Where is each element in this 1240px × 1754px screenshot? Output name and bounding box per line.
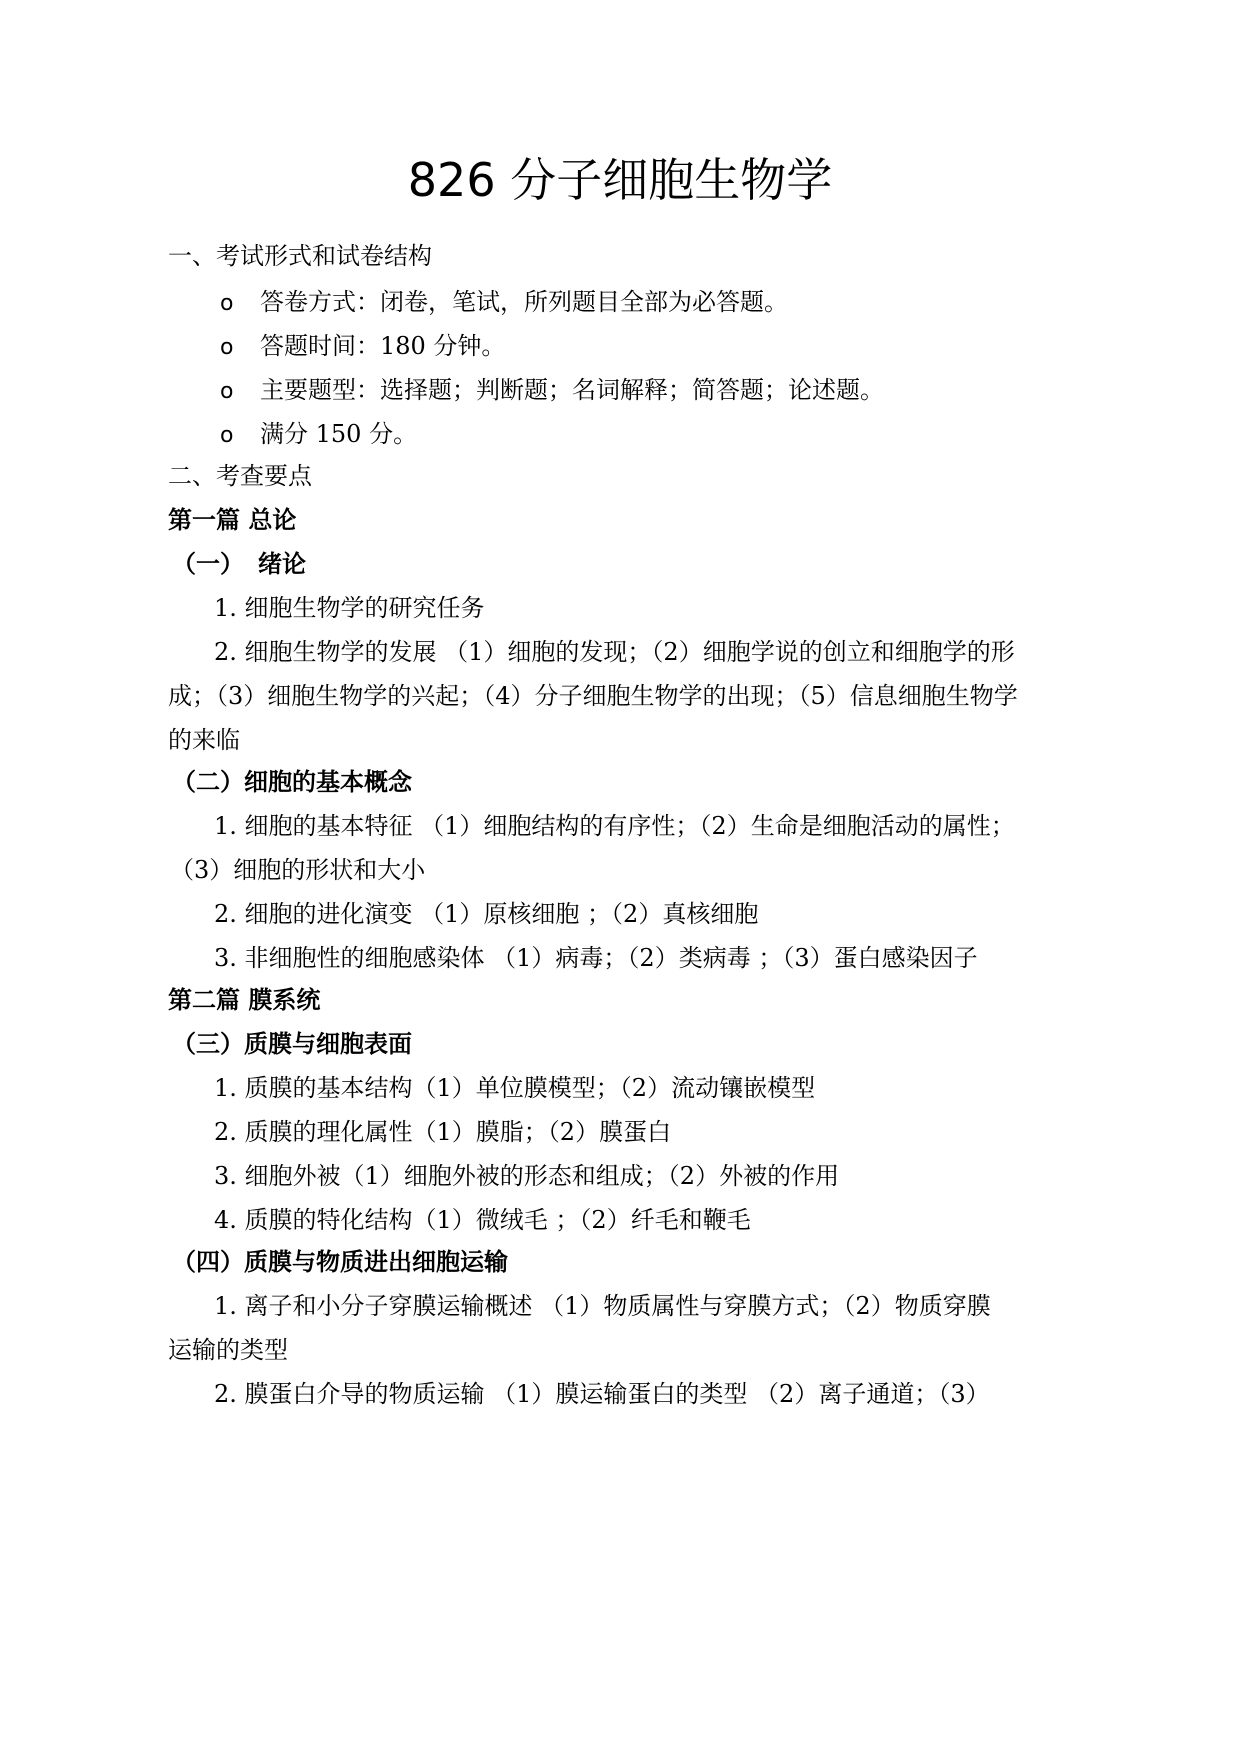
section-heading-key-points: 二、考查要点 [168,462,312,490]
chapter-heading: （四）质膜与物质进出细胞运输 [172,1248,508,1276]
list-item: 答卷方式：闭卷，笔试，所列题目全部为必答题。 [260,288,788,316]
bullet-icon: o [220,291,234,316]
chapter-heading: （三）质膜与细胞表面 [172,1030,412,1058]
outline-line: 2. 质膜的理化属性（1）膜脂；（2）膜蛋白 [214,1118,672,1146]
part-heading: 第二篇 膜系统 [168,986,321,1014]
bullet-icon: o [220,423,234,448]
list-item: 满分 150 分。 [260,420,418,448]
outline-line: 2. 膜蛋白介导的物质运输 （1）膜运输蛋白的类型 （2）离子通道；（3） [214,1380,990,1408]
outline-line: （3）细胞的形状和大小 [170,856,426,884]
page-title: 826 分子细胞生物学 [407,153,833,207]
outline-line: 的来临 [168,726,240,754]
list-item: 答题时间：180 分钟。 [260,332,506,360]
outline-line: 2. 细胞的进化演变 （1）原核细胞 ；（2）真核细胞 [214,900,759,928]
outline-line: 3. 细胞外被（1）细胞外被的形态和组成；（2）外被的作用 [214,1162,840,1190]
outline-line: 3. 非细胞性的细胞感染体 （1）病毒；（2）类病毒 ；（3）蛋白感染因子 [214,944,978,972]
bullet-icon: o [220,379,234,404]
chapter-number: （一） [172,550,244,578]
outline-line: 成；（3）细胞生物学的兴起；（4）分子细胞生物学的出现；（5）信息细胞生物学 [168,682,1018,710]
outline-line: 1. 离子和小分子穿膜运输概述 （1）物质属性与穿膜方式；（2）物质穿膜 [214,1292,991,1320]
section-heading-exam-format: 一、考试形式和试卷结构 [168,242,432,270]
outline-line: 运输的类型 [168,1336,288,1364]
part-heading: 第一篇 总论 [168,506,297,534]
outline-line: 2. 细胞生物学的发展 （1）细胞的发现；（2）细胞学说的创立和细胞学的形 [214,638,1015,666]
outline-line: 4. 质膜的特化结构（1）微绒毛 ；（2）纤毛和鞭毛 [214,1206,751,1234]
chapter-heading: 绪论 [258,550,306,578]
chapter-heading: （二）细胞的基本概念 [172,768,412,796]
bullet-icon: o [220,335,234,360]
outline-line: 1. 质膜的基本结构（1）单位膜模型；（2）流动镶嵌模型 [214,1074,816,1102]
outline-line: 1. 细胞生物学的研究任务 [214,594,485,622]
outline-line: 1. 细胞的基本特征 （1）细胞结构的有序性；（2）生命是细胞活动的属性； [214,812,1015,840]
list-item: 主要题型：选择题；判断题；名词解释；简答题；论述题。 [260,376,884,404]
